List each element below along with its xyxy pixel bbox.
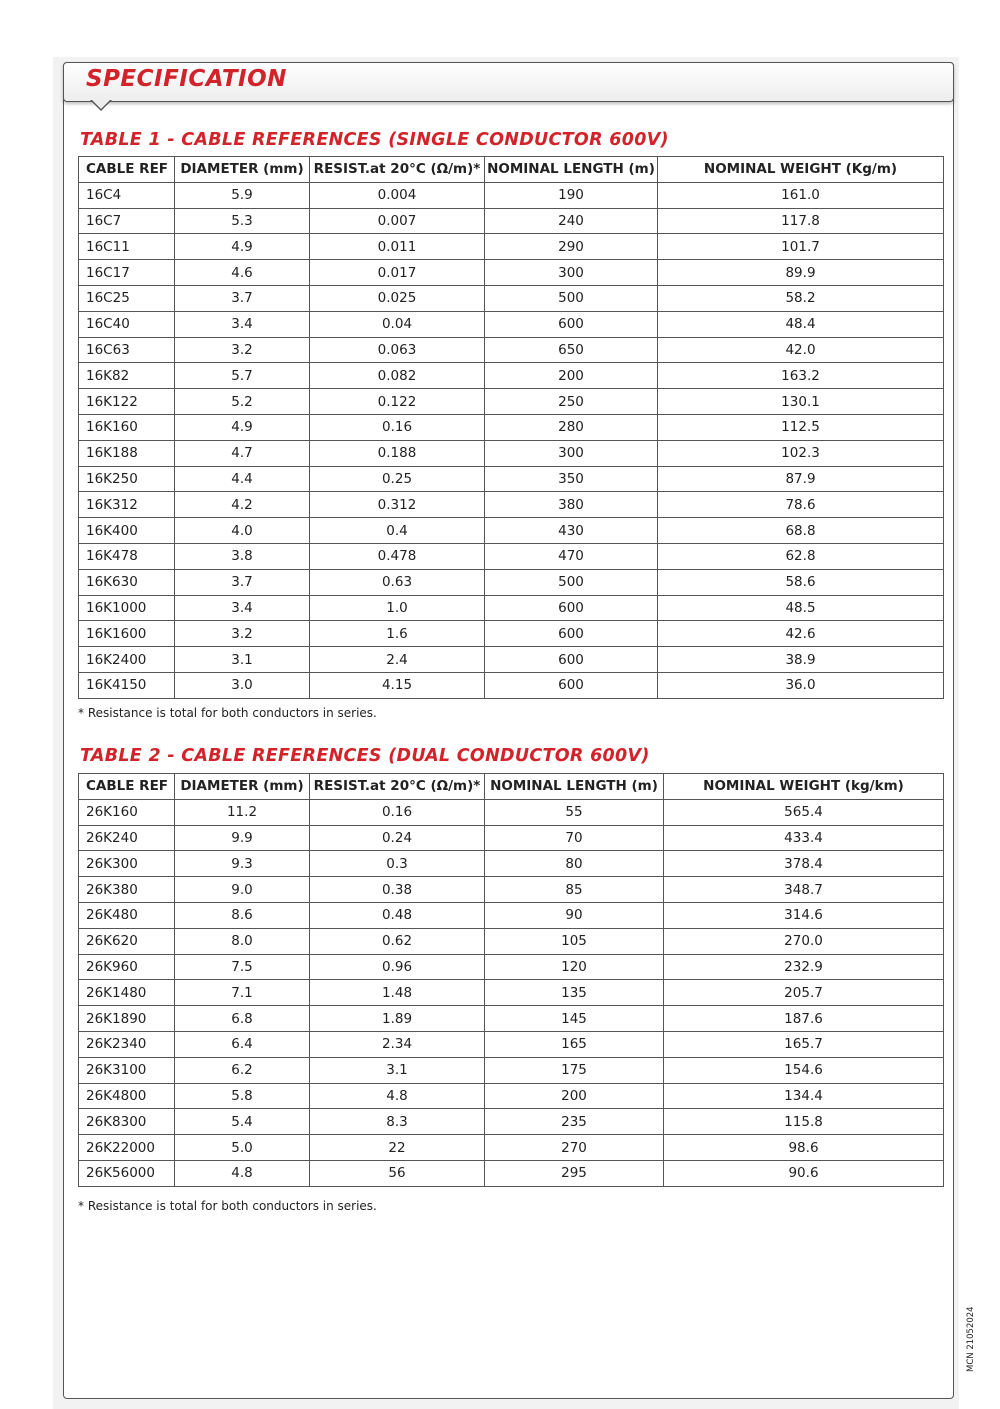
diameter-cell: 9.3 [175, 851, 310, 877]
diameter-cell: 5.7 [175, 363, 310, 389]
nominal-length-cell: 380 [485, 492, 658, 518]
diameter-cell: 6.4 [175, 1031, 310, 1057]
nominal-length-cell: 55 [485, 799, 664, 825]
diameter-cell: 11.2 [175, 799, 310, 825]
resistance-cell: 8.3 [310, 1109, 485, 1135]
column-header-diameter: DIAMETER (mm) [175, 157, 310, 183]
cable-ref-cell: 16K400 [79, 518, 175, 544]
cable-ref-cell: 26K2340 [79, 1031, 175, 1057]
nominal-length-cell: 600 [485, 672, 658, 698]
cable-ref-cell: 26K56000 [79, 1160, 175, 1186]
cable-ref-cell: 16K82 [79, 363, 175, 389]
cable-ref-cell: 26K3100 [79, 1057, 175, 1083]
cable-ref-cell: 16K630 [79, 569, 175, 595]
cable-ref-cell: 26K160 [79, 799, 175, 825]
resistance-cell: 0.478 [310, 543, 485, 569]
resistance-cell: 3.1 [310, 1057, 485, 1083]
table-row [79, 954, 944, 980]
table-row [79, 621, 944, 647]
diameter-cell: 6.2 [175, 1057, 310, 1083]
table-row [79, 928, 944, 954]
table-row [79, 543, 944, 569]
nominal-weight-cell: 433.4 [664, 825, 944, 851]
table-row [79, 337, 944, 363]
cable-ref-cell: 26K4800 [79, 1083, 175, 1109]
diameter-cell: 5.8 [175, 1083, 310, 1109]
resistance-cell: 0.48 [310, 902, 485, 928]
nominal-length-cell: 120 [485, 954, 664, 980]
nominal-weight-cell: 161.0 [658, 182, 944, 208]
nominal-weight-cell: 165.7 [664, 1031, 944, 1057]
nominal-length-cell: 105 [485, 928, 664, 954]
table-row [79, 595, 944, 621]
nominal-length-cell: 85 [485, 877, 664, 903]
nominal-length-cell: 280 [485, 414, 658, 440]
resistance-cell: 0.011 [310, 234, 485, 260]
cable-ref-cell: 16C25 [79, 285, 175, 311]
cable-ref-cell: 16K160 [79, 414, 175, 440]
nominal-weight-cell: 130.1 [658, 389, 944, 415]
nominal-length-cell: 145 [485, 1006, 664, 1032]
diameter-cell: 5.2 [175, 389, 310, 415]
diameter-cell: 4.9 [175, 414, 310, 440]
cable-ref-cell: 26K620 [79, 928, 175, 954]
nominal-length-cell: 300 [485, 260, 658, 286]
cable-ref-cell: 26K960 [79, 954, 175, 980]
table-row [79, 492, 944, 518]
nominal-length-cell: 600 [485, 621, 658, 647]
resistance-cell: 0.96 [310, 954, 485, 980]
diameter-cell: 3.4 [175, 595, 310, 621]
nominal-length-cell: 600 [485, 311, 658, 337]
table-row [79, 285, 944, 311]
table-row [79, 851, 944, 877]
column-header-nominal-length: NOMINAL LENGTH (m) [485, 157, 658, 183]
nominal-length-cell: 200 [485, 363, 658, 389]
diameter-cell: 4.7 [175, 440, 310, 466]
resistance-cell: 0.25 [310, 466, 485, 492]
nominal-length-cell: 80 [485, 851, 664, 877]
diameter-cell: 5.0 [175, 1135, 310, 1161]
nominal-weight-cell: 78.6 [658, 492, 944, 518]
diameter-cell: 9.0 [175, 877, 310, 903]
table-row [79, 440, 944, 466]
cable-ref-cell: 16C17 [79, 260, 175, 286]
nominal-weight-cell: 232.9 [664, 954, 944, 980]
nominal-length-cell: 165 [485, 1031, 664, 1057]
column-header-cable-ref: CABLE REF [79, 774, 175, 800]
resistance-cell: 0.188 [310, 440, 485, 466]
nominal-length-cell: 90 [485, 902, 664, 928]
diameter-cell: 4.8 [175, 1160, 310, 1186]
diameter-cell: 8.0 [175, 928, 310, 954]
nominal-length-cell: 200 [485, 1083, 664, 1109]
table1-footnote: * Resistance is total for both conductors in series. [78, 706, 377, 720]
resistance-cell: 0.004 [310, 182, 485, 208]
nominal-weight-cell: 58.2 [658, 285, 944, 311]
table-row [79, 1057, 944, 1083]
nominal-length-cell: 600 [485, 595, 658, 621]
nominal-weight-cell: 62.8 [658, 543, 944, 569]
diameter-cell: 3.1 [175, 647, 310, 673]
nominal-weight-cell: 154.6 [664, 1057, 944, 1083]
nominal-length-cell: 175 [485, 1057, 664, 1083]
resistance-cell: 56 [310, 1160, 485, 1186]
diameter-cell: 3.2 [175, 337, 310, 363]
resistance-cell: 0.3 [310, 851, 485, 877]
resistance-cell: 0.063 [310, 337, 485, 363]
column-header-diameter: DIAMETER (mm) [175, 774, 310, 800]
cable-ref-cell: 16C63 [79, 337, 175, 363]
table-row [79, 1031, 944, 1057]
diameter-cell: 6.8 [175, 1006, 310, 1032]
resistance-cell: 0.63 [310, 569, 485, 595]
resistance-cell: 2.34 [310, 1031, 485, 1057]
nominal-weight-cell: 98.6 [664, 1135, 944, 1161]
resistance-cell: 0.082 [310, 363, 485, 389]
table-row [79, 518, 944, 544]
column-header-nominal-length: NOMINAL LENGTH (m) [485, 774, 664, 800]
diameter-cell: 8.6 [175, 902, 310, 928]
nominal-length-cell: 470 [485, 543, 658, 569]
nominal-length-cell: 300 [485, 440, 658, 466]
resistance-cell: 0.4 [310, 518, 485, 544]
nominal-length-cell: 250 [485, 389, 658, 415]
nominal-length-cell: 190 [485, 182, 658, 208]
nominal-weight-cell: 101.7 [658, 234, 944, 260]
cable-ref-cell: 26K240 [79, 825, 175, 851]
cable-ref-cell: 16K188 [79, 440, 175, 466]
resistance-cell: 1.6 [310, 621, 485, 647]
column-header-nominal-weight: NOMINAL WEIGHT (Kg/m) [658, 157, 944, 183]
nominal-length-cell: 270 [485, 1135, 664, 1161]
table-row [79, 1006, 944, 1032]
cable-ref-cell: 16K312 [79, 492, 175, 518]
table2-footnote: * Resistance is total for both conductors in series. [78, 1199, 377, 1213]
column-header-resistance: RESIST.at 20°C (Ω/m)* [310, 157, 485, 183]
table-row [79, 414, 944, 440]
nominal-weight-cell: 205.7 [664, 980, 944, 1006]
nominal-weight-cell: 112.5 [658, 414, 944, 440]
nominal-length-cell: 135 [485, 980, 664, 1006]
nominal-length-cell: 500 [485, 285, 658, 311]
resistance-cell: 0.007 [310, 208, 485, 234]
diameter-cell: 4.2 [175, 492, 310, 518]
diameter-cell: 4.6 [175, 260, 310, 286]
table-header-row [79, 157, 944, 183]
cable-ref-cell: 26K1480 [79, 980, 175, 1006]
diameter-cell: 5.3 [175, 208, 310, 234]
resistance-cell: 1.48 [310, 980, 485, 1006]
table-row [79, 466, 944, 492]
cable-ref-cell: 16C4 [79, 182, 175, 208]
diameter-cell: 3.7 [175, 285, 310, 311]
cable-ref-cell: 16K1600 [79, 621, 175, 647]
diameter-cell: 4.9 [175, 234, 310, 260]
cable-ref-cell: 16K1000 [79, 595, 175, 621]
resistance-cell: 4.15 [310, 672, 485, 698]
table2-dual-conductor [78, 773, 944, 1187]
table-row [79, 260, 944, 286]
diameter-cell: 7.1 [175, 980, 310, 1006]
nominal-weight-cell: 378.4 [664, 851, 944, 877]
column-header-nominal-weight: NOMINAL WEIGHT (kg/km) [664, 774, 944, 800]
cable-ref-cell: 26K1890 [79, 1006, 175, 1032]
resistance-cell: 1.89 [310, 1006, 485, 1032]
resistance-cell: 0.24 [310, 825, 485, 851]
diameter-cell: 3.8 [175, 543, 310, 569]
nominal-weight-cell: 163.2 [658, 363, 944, 389]
resistance-cell: 0.122 [310, 389, 485, 415]
cable-ref-cell: 26K380 [79, 877, 175, 903]
resistance-cell: 2.4 [310, 647, 485, 673]
nominal-weight-cell: 314.6 [664, 902, 944, 928]
table-row [79, 672, 944, 698]
diameter-cell: 3.7 [175, 569, 310, 595]
table-row [79, 1109, 944, 1135]
table-row [79, 825, 944, 851]
diameter-cell: 7.5 [175, 954, 310, 980]
nominal-weight-cell: 48.5 [658, 595, 944, 621]
column-header-resistance: RESIST.at 20°C (Ω/m)* [310, 774, 485, 800]
nominal-weight-cell: 36.0 [658, 672, 944, 698]
diameter-cell: 3.0 [175, 672, 310, 698]
nominal-weight-cell: 68.8 [658, 518, 944, 544]
resistance-cell: 0.04 [310, 311, 485, 337]
table-row [79, 1160, 944, 1186]
nominal-length-cell: 290 [485, 234, 658, 260]
nominal-length-cell: 650 [485, 337, 658, 363]
diameter-cell: 5.4 [175, 1109, 310, 1135]
nominal-weight-cell: 270.0 [664, 928, 944, 954]
cable-ref-cell: 16K478 [79, 543, 175, 569]
nominal-weight-cell: 187.6 [664, 1006, 944, 1032]
diameter-cell: 3.2 [175, 621, 310, 647]
table-row [79, 877, 944, 903]
resistance-cell: 1.0 [310, 595, 485, 621]
nominal-weight-cell: 90.6 [664, 1160, 944, 1186]
nominal-length-cell: 235 [485, 1109, 664, 1135]
cable-ref-cell: 26K22000 [79, 1135, 175, 1161]
nominal-weight-cell: 42.0 [658, 337, 944, 363]
resistance-cell: 4.8 [310, 1083, 485, 1109]
resistance-cell: 0.16 [310, 799, 485, 825]
cable-ref-cell: 26K8300 [79, 1109, 175, 1135]
diameter-cell: 9.9 [175, 825, 310, 851]
diameter-cell: 3.4 [175, 311, 310, 337]
nominal-length-cell: 350 [485, 466, 658, 492]
cable-ref-cell: 16K250 [79, 466, 175, 492]
nominal-weight-cell: 115.8 [664, 1109, 944, 1135]
nominal-length-cell: 240 [485, 208, 658, 234]
table-row [79, 569, 944, 595]
table-row [79, 647, 944, 673]
table-row [79, 363, 944, 389]
cable-ref-cell: 16C7 [79, 208, 175, 234]
nominal-weight-cell: 87.9 [658, 466, 944, 492]
cable-ref-cell: 16K4150 [79, 672, 175, 698]
resistance-cell: 0.62 [310, 928, 485, 954]
nominal-length-cell: 295 [485, 1160, 664, 1186]
nominal-weight-cell: 48.4 [658, 311, 944, 337]
nominal-weight-cell: 134.4 [664, 1083, 944, 1109]
resistance-cell: 0.017 [310, 260, 485, 286]
nominal-length-cell: 500 [485, 569, 658, 595]
cable-ref-cell: 16K2400 [79, 647, 175, 673]
nominal-weight-cell: 102.3 [658, 440, 944, 466]
table-row [79, 234, 944, 260]
resistance-cell: 0.025 [310, 285, 485, 311]
cable-ref-cell: 16K122 [79, 389, 175, 415]
table-row [79, 980, 944, 1006]
nominal-weight-cell: 89.9 [658, 260, 944, 286]
nominal-length-cell: 430 [485, 518, 658, 544]
document-code: MCN 21052024 [966, 1306, 976, 1372]
nominal-weight-cell: 42.6 [658, 621, 944, 647]
resistance-cell: 0.16 [310, 414, 485, 440]
table-row [79, 1135, 944, 1161]
nominal-weight-cell: 348.7 [664, 877, 944, 903]
table-row [79, 1083, 944, 1109]
section-title: SPECIFICATION [86, 66, 287, 92]
diameter-cell: 5.9 [175, 182, 310, 208]
diameter-cell: 4.4 [175, 466, 310, 492]
nominal-length-cell: 600 [485, 647, 658, 673]
table-row [79, 799, 944, 825]
table-row [79, 182, 944, 208]
nominal-weight-cell: 117.8 [658, 208, 944, 234]
column-header-cable-ref: CABLE REF [79, 157, 175, 183]
table1-single-conductor [78, 156, 944, 699]
cable-ref-cell: 26K480 [79, 902, 175, 928]
table-row [79, 208, 944, 234]
nominal-weight-cell: 58.6 [658, 569, 944, 595]
table1-title: TABLE 1 - CABLE REFERENCES (SINGLE CONDUCTOR 600V) [80, 130, 669, 150]
resistance-cell: 0.312 [310, 492, 485, 518]
cable-ref-cell: 16C11 [79, 234, 175, 260]
cable-ref-cell: 16C40 [79, 311, 175, 337]
table-header-row [79, 774, 944, 800]
resistance-cell: 22 [310, 1135, 485, 1161]
diameter-cell: 4.0 [175, 518, 310, 544]
resistance-cell: 0.38 [310, 877, 485, 903]
table-row [79, 389, 944, 415]
cable-ref-cell: 26K300 [79, 851, 175, 877]
nominal-length-cell: 70 [485, 825, 664, 851]
table2-title: TABLE 2 - CABLE REFERENCES (DUAL CONDUCTOR 600V) [80, 746, 650, 766]
nominal-weight-cell: 38.9 [658, 647, 944, 673]
table-row [79, 902, 944, 928]
header-pointer-fill [92, 100, 110, 109]
nominal-weight-cell: 565.4 [664, 799, 944, 825]
table-row [79, 311, 944, 337]
